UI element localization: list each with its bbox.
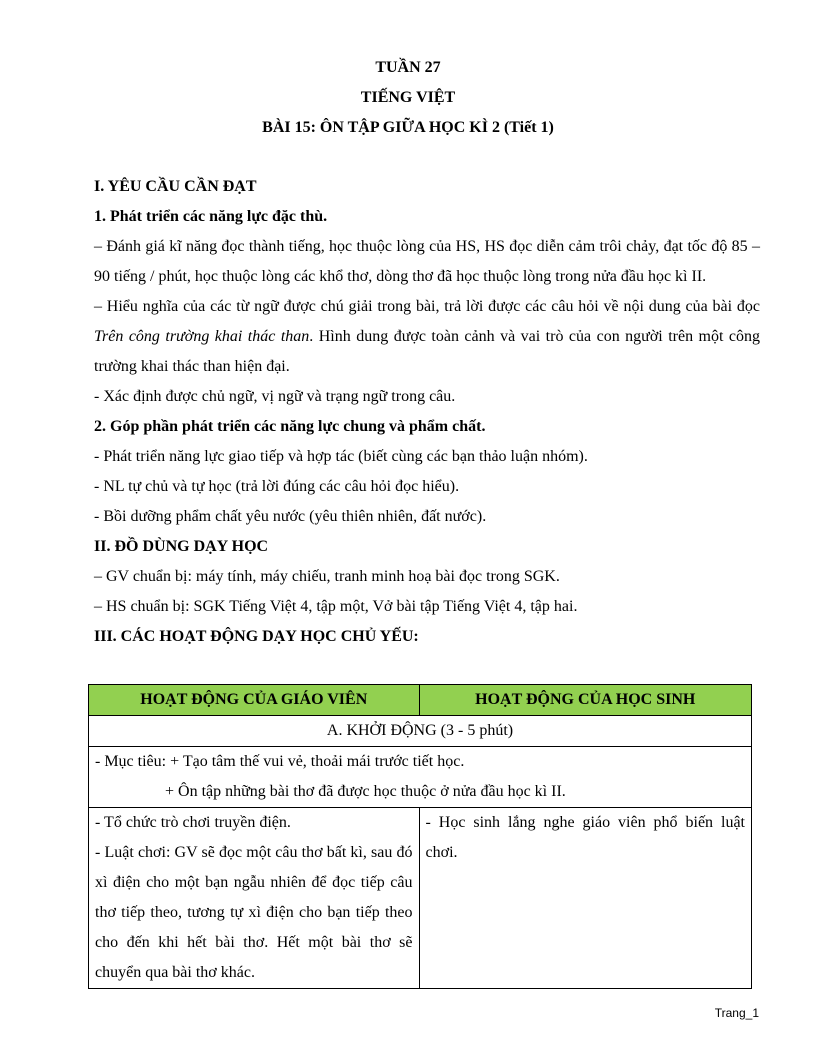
section2-p1: – GV chuẩn bị: máy tính, máy chiếu, tranh minh hoạ bài đọc trong SGK.	[94, 568, 560, 585]
teacher-column-header: HOẠT ĐỘNG CỦA GIÁO VIÊN	[89, 685, 420, 716]
document-body	[94, 172, 760, 652]
teacher-line-1: - Tổ chức trò chơi truyền điện.	[95, 814, 291, 831]
section1-p2-title: Trên công trường khai thác than	[94, 328, 310, 345]
student-line-1: - Học sinh lắng nghe giáo viên phổ biến luật chơi.	[425, 814, 745, 861]
page-number: Trang_1	[714, 1006, 759, 1020]
section1-heading: I. YÊU CẦU CẦN ĐẠT	[94, 178, 257, 195]
section1-p2-before: – Hiểu nghĩa của các từ ngữ được chú giải trong bài, trả lời được các câu hỏi về nội dung của bài đọc	[94, 298, 760, 315]
objective-line-2: + Ôn tập những bài thơ đã được học thuộc ở nửa đầu học kì II.	[165, 783, 566, 800]
teacher-line-2: - Luật chơi: GV sẽ đọc một câu thơ bất kì, sau đó xì điện cho một bạn ngẫu nhiên để đọc tiếp câu thơ tiếp theo, tương tự xì điện cho bạn tiếp theo cho đến khi hết bài thơ. Hết một bài thơ sẽ chuyển qua bài thơ khác.	[95, 844, 413, 981]
week-title: TUẦN 27	[375, 59, 441, 76]
section1-sub2: 2. Góp phần phát triển các năng lực chung và phẩm chất.	[94, 418, 486, 435]
section1-sub1: 1. Phát triển các năng lực đặc thù.	[94, 208, 328, 225]
section1-p6: - Bồi dưỡng phẩm chất yêu nước (yêu thiên nhiên, đất nước).	[94, 508, 487, 525]
section1-p5: - NL tự chủ và tự học (trả lời đúng các câu hỏi đọc hiểu).	[94, 478, 460, 495]
table-row	[89, 808, 752, 989]
section1-p3: - Xác định được chủ ngữ, vị ngữ và trạng ngữ trong câu.	[94, 388, 456, 405]
section1-p2-after: . Hình dung được toàn cảnh và vai trò của con người trên một công trường khai thác than hiện đại.	[94, 328, 761, 375]
table-row	[89, 716, 752, 747]
section3-heading: III. CÁC HOẠT ĐỘNG DẠY HỌC CHỦ YẾU:	[94, 628, 419, 645]
lesson-title: BÀI 15: ÔN TẬP GIỮA HỌC KÌ 2 (Tiết 1)	[262, 119, 554, 136]
section1-p2	[94, 292, 760, 382]
section1-p1: – Đánh giá kĩ năng đọc thành tiếng, học thuộc lòng của HS, HS đọc diễn cảm trôi chảy, đạt tốc độ 85 – 90 tiếng / phút, học thuộc lòng các khổ thơ, dòng thơ đã học thuộc lòng trong nửa đầu học kì II.	[94, 238, 760, 285]
part-a-heading: A. KHỞI ĐỘNG (3 - 5 phút)	[89, 716, 752, 747]
student-column-header: HOẠT ĐỘNG CỦA HỌC SINH	[419, 685, 752, 716]
table-header-row	[89, 685, 752, 716]
activities-table	[88, 684, 752, 989]
section1-p4: - Phát triển năng lực giao tiếp và hợp tác (biết cùng các bạn thảo luận nhóm).	[94, 448, 588, 465]
objective-line-1: - Mục tiêu: + Tạo tâm thế vui vẻ, thoải mái trước tiết học.	[95, 753, 465, 770]
section2-p2: – HS chuẩn bị: SGK Tiếng Việt 4, tập một, Vở bài tập Tiếng Việt 4, tập hai.	[94, 598, 578, 615]
subject-title: TIẾNG VIỆT	[360, 89, 456, 106]
table-row	[89, 747, 752, 808]
section2-heading: II. ĐỒ DÙNG DẠY HỌC	[94, 538, 269, 555]
student-activity-cell	[419, 808, 752, 989]
objective-cell	[89, 747, 752, 808]
teacher-activity-cell	[89, 808, 420, 989]
document-header	[0, 53, 816, 143]
